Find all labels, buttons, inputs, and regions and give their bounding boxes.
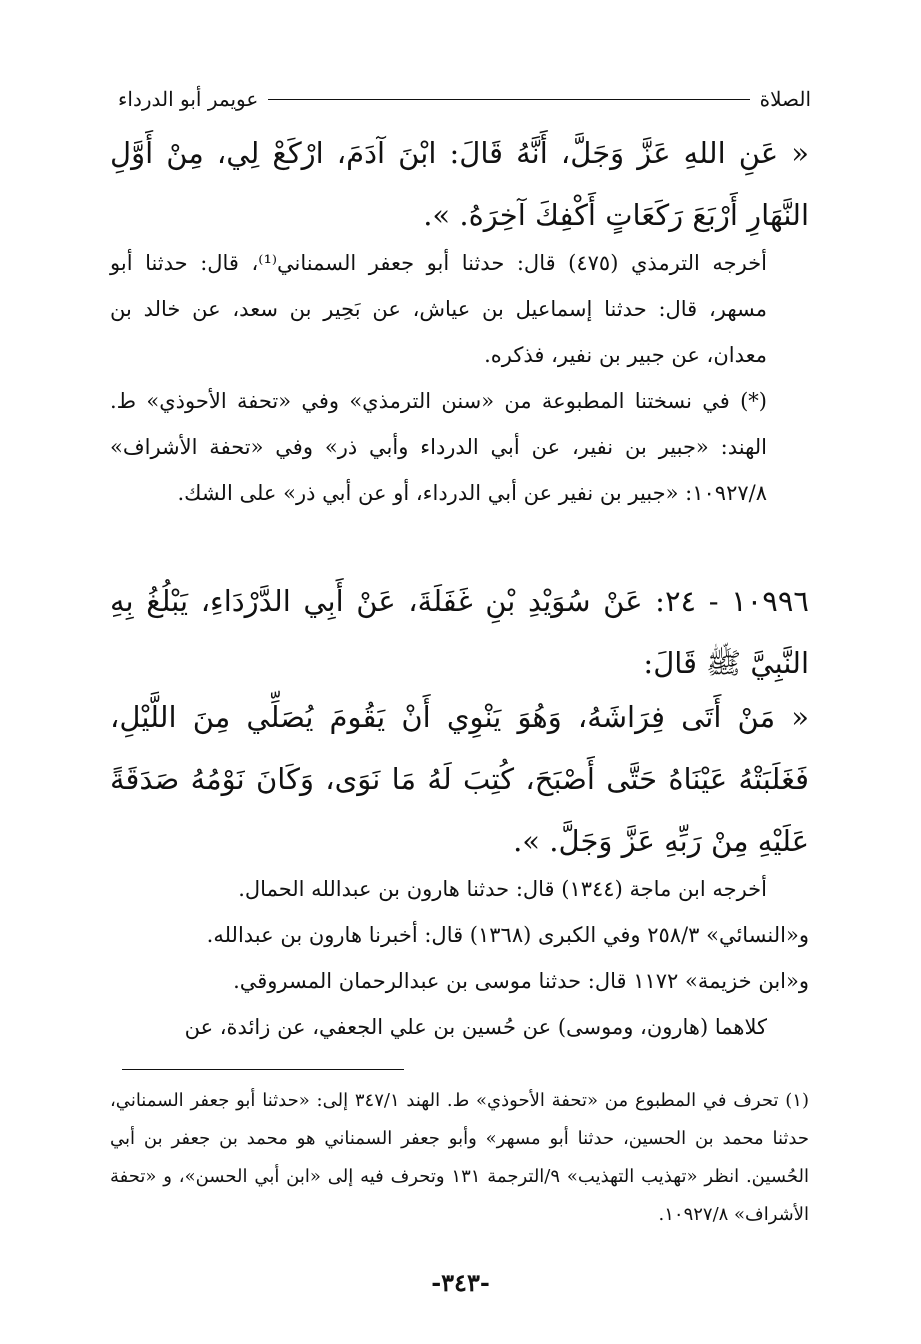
takhrij-2-line-2: و«النسائي» ٢٥٨/٣ وفي الكبرى (١٣٦٨) قال: أخبرنا هارون بن عبدالله. [206, 923, 809, 947]
takhrij-1 [110, 240, 809, 378]
editor-note-text: (*) في نسختنا المطبوعة من «سنن الترمذي» وفي «تحفة الأحوذي» ط. الهند: «جبير بن نفير، عن أبي الدرداء وأبي ذر» وفي «تحفة الأشراف» ١٠٩٢٧/٨: «جبير بن نفير عن أبي الدرداء، أو عن أبي ذر» على الشك. [110, 389, 767, 505]
hadith-2 [110, 686, 809, 872]
footnote-1 [110, 1082, 809, 1234]
footnote-separator [122, 1069, 404, 1070]
page-number: -٣٤٣- [431, 1268, 490, 1297]
footnote-1-text: (١) تحرف في المطبوع من «تحفة الأحوذي» ط. الهند ٣٤٧/١ إلى: «حدثنا أبو جعفر السمناني، حدثنا محمد بن الحسين، حدثنا أبو مسهر» وأبو جعفر السمناني هو محمد بن جعفر بن أبي الحُسين. انظر «تهذيب التهذيب» ٩/الترجمة ١٣١ وتحرف فيه إلى «ابن أبي الحسن»، و «تحفة الأشراف» ١٠٩٢٧/٨. [110, 1090, 809, 1225]
takhrij-2-continuation: كلاهما (هارون، وموسى) عن حُسين بن علي الجعفي، عن زائدة، عن [184, 1015, 767, 1039]
hadith-1-text: « عَنِ اللهِ عَزَّ وَجَلَّ، أَنَّهُ قَالَ: ابْنَ آدَمَ، ارْكَعْ لِي، مِنْ أَوَّلِ النَّهَارِ أَرْبَعَ رَكَعَاتٍ أَكْفِكَ آخِرَهُ. ». [110, 136, 809, 232]
chapter-title: الصلاة [759, 87, 811, 111]
hadith-2-heading-text: ١٠٩٩٦ - ٢٤: عَنْ سُوَيْدِ بْنِ غَفَلَةَ، عَنْ أَبِي الدَّرْدَاءِ، يَبْلُغُ بِهِ النَّبِيَّ ﷺ قَالَ: [110, 584, 809, 680]
hadith-1 [110, 122, 809, 246]
takhrij-2-line-3: و«ابن خزيمة» ١١٧٢ قال: حدثنا موسى بن عبدالرحمان المسروقي. [233, 969, 809, 993]
takhrij-2 [110, 866, 809, 1050]
running-header [118, 84, 811, 114]
takhrij-2-line-1: أخرجه ابن ماجة (١٣٤٤) قال: حدثنا هارون بن عبدالله الحمال. [238, 877, 767, 901]
takhrij-1-text: أخرجه الترمذي (٤٧٥) قال: حدثنا أبو جعفر السمناني⁽¹⁾، قال: حدثنا أبو مسهر، قال: حدثنا إسماعيل بن عياش، عن بَحِير بن سعد، عن خالد بن معدان، عن جبير بن نفير، فذكره. [110, 251, 768, 367]
hadith-2-heading [110, 570, 809, 694]
editor-note [110, 378, 809, 516]
hadith-2-text: « مَنْ أَتَى فِرَاشَهُ، وَهُوَ يَنْوِي أَنْ يَقُومَ يُصَلِّي مِنَ اللَّيْلِ، فَغَلَبَتْهُ عَيْنَاهُ حَتَّى أَصْبَحَ، كُتِبَ لَهُ مَا نَوَى، وَكَانَ نَوْمُهُ صَدَقَةً عَلَيْهِ مِنْ رَبِّهِ عَزَّ وَجَلَّ. ». [110, 700, 809, 858]
header-rule [268, 99, 749, 100]
narrator-title: عويمر أبو الدرداء [118, 87, 259, 111]
